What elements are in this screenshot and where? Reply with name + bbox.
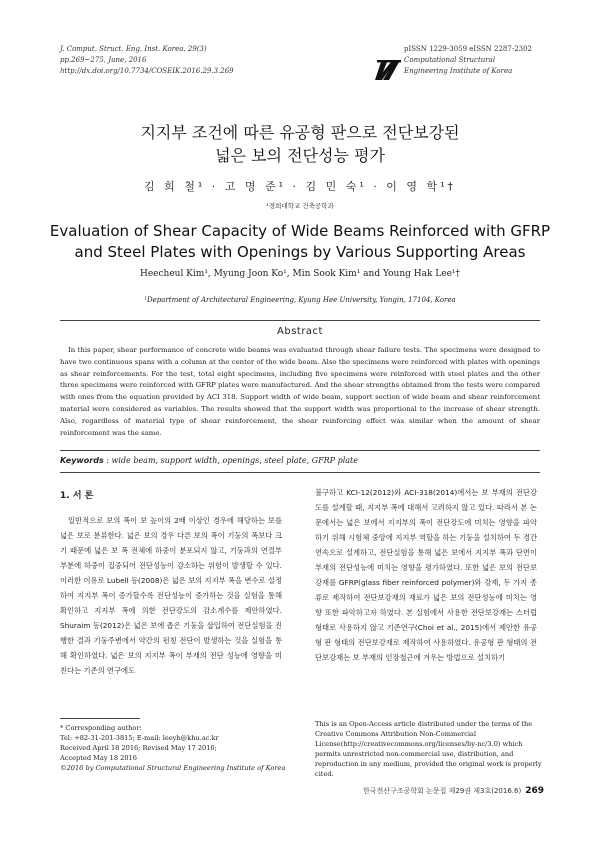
contact-info: Tel: +82-31-201-3815; E-mail: leeyh@khu.ac.kr xyxy=(60,734,219,742)
journal-header-right xyxy=(404,44,564,77)
keywords-text: : wide beam, support width, openings, steel plate, GFRP plate xyxy=(103,456,359,465)
footnote-rule xyxy=(60,718,140,719)
keywords-bottom-rule xyxy=(60,472,540,473)
doi-link[interactable]: http://dx.doi.org/10.7734/COSEIK.2016.29.3.269 xyxy=(60,67,234,75)
title-korean-line2: 넓은 보의 전단성능 평가 xyxy=(215,146,385,165)
copyright: ©2016 by Computational Structural Engineering Institute of Korea xyxy=(60,764,286,772)
journal-citation: J. Comput. Struct. Eng. Inst. Korea, 29(3) xyxy=(60,45,207,53)
license-notice: This is an Open-Access article distributed under the terms of the Creative Commons Attribution Non-Commercial License(http://creativecommons.org/licenses/by-nc/3.0) which permits unrestricted non-commercial use, distribution, and reproduction in any medium, provided the original work is properly cited. xyxy=(315,720,542,778)
abstract-body: In this paper, shear performance of concrete wide beams was evaluated through shear failure tests. The specimens were designed to have two continuous spans with a column at the center of the wide beam. Also the specimens were reinforced with plates with openings as shear reinforcements. For the test, total eight specimens, including five specimens were reinforced with steel plates and the other three specimens were reinforced with GFRP plates were manufactured. And the shear strengths obtained from the tests were compared with ones from the equation provided by ACI 318. Support width of wide beam, support section of wide beam and shear reinforcement material were considered as variables. The results showed that the support width was proportional to the increase of shear strength. Also, regardless of material type of shear reinforcement, the shear reinforcing effect was similar when the amount of shear reinforcement was the same. xyxy=(60,346,540,437)
authors-korean: 김 희 철¹ · 고 명 준¹ · 김 민 숙¹ · 이 영 학¹† xyxy=(143,180,457,193)
keywords-label: Keywords xyxy=(60,456,104,465)
title-korean-line1: 지지부 조건에 따른 유공형 판으로 전단보강된 xyxy=(140,123,460,142)
page-number: 269 xyxy=(525,786,544,796)
footnote-left xyxy=(60,723,290,773)
society-name-line1: Computational Structural xyxy=(404,56,496,64)
body-column-left: 일반적으로 보의 폭이 보 높이의 2배 이상인 경우에 해당하는 보를 넓은 보로 분류한다. 넓은 보의 경우 다른 보의 폭이 기둥의 폭보다 크기 때문에 넓은 보 폭 전체에 하중이 분포되지 않고, 기둥과의 연결부 부분에 하중이 집중되어 전단성능이 감소하는 위험이 발생할 수 있다. 이러한 이유로 Lubell 등(2008)은 넓은 보의 지지부 폭을 변수로 설정하여 지지부 폭이 증가할수록 전단성능이 증가하는 것을 실험을 통해 확인하고 지지부 폭에 의한 전단강도의 감소계수를 제안하였다. Shuraim 등(2012)은 넓은 보에 좁은 기둥을 삽입하여 전단실험을 진행한 결과 기둥주변에서 약간의 펀칭 전단이 발생하는 것을 실험을 통해 확인하였다. 넓은 보의 지지부 폭이 부재의 전단 성능에 영향을 미친다는 기존의 연구에도 xyxy=(60,516,282,675)
journal-pages: pp.269~275, June, 2016 xyxy=(60,56,147,64)
accepted-date: Accepted May 18 2016 xyxy=(60,754,137,762)
received-date: Received April 18 2016; Revised May 17 2016; xyxy=(60,744,217,752)
corresponding-author: * Corresponding author: xyxy=(60,724,142,732)
authors-english: Heecheul Kim¹, Myung Joon Ko¹, Min Sook Kim¹ and Young Hak Lee¹† xyxy=(139,269,461,279)
abstract-heading: Abstract xyxy=(277,326,323,337)
affiliation-korean: ¹경희대학교 건축공학과 xyxy=(266,202,334,210)
body-column-right: 불구하고 KCI-12(2012)와 ACI-318(2014)에서는 보 부재의 전단강도를 설계할 때, 지지부 폭에 대해서 고려하지 않고 있다. 따라서 본 논문에서는 넓은 보에서 지지부의 폭이 전단강도에 미치는 영향을 파악하기 위해 시험체 중앙에 지지부 역할을 하는 기둥을 설치하여 두 경간 연속으로 설계하고, 전단실험을 통해 넓은 보에서 지지부 폭과 단면이 부재의 전단성능에 미치는 영향을 평가하였다. 또한 넓은 보의 전단보강재를 GFRP(glass fiber reinforced polymer)와 강재, 두 가지 종류로 제작하여 전단보강재의 재료가 넓은 보의 전단성능에 미치는 영향 또한 파악하고자 하였다. 본 실험에서 사용한 전단보강재는 스터럽 형태로 사용하지 않고 기존연구(Choi et al., 2015)에서 제안한 유공형 판 형태의 전단보강재로 제작하여 사용하였다. 유공형 판 형태의 전단보강재는 보 부재의 인장철근에 겨우는 방법으로 설치하기 xyxy=(315,488,537,662)
affiliation-english: ¹Department of Architectural Engineering, Kyung Hee University, Yongin, 17104, Korea xyxy=(144,296,456,304)
abstract-top-rule xyxy=(60,320,540,321)
journal-footer-text: 한국전산구조공학회 논문집 제29권 제3호(2016.6) xyxy=(363,787,522,795)
keywords xyxy=(60,456,540,465)
issn: pISSN 1229-3059 eISSN 2287-2302 xyxy=(404,45,533,53)
title-english-line1: Evaluation of Shear Capacity of Wide Beams Reinforced with GFRP xyxy=(49,222,551,240)
section-heading-introduction: 1. 서 론 xyxy=(60,491,94,501)
journal-header-left xyxy=(60,44,310,77)
society-name-line2: Engineering Institute of Korea xyxy=(404,67,513,75)
title-english-line2: and Steel Plates with Openings by Various Supporting Areas xyxy=(74,243,526,261)
page-footer xyxy=(320,786,544,796)
society-logo-icon xyxy=(373,58,403,82)
abstract-bottom-rule xyxy=(60,450,540,451)
